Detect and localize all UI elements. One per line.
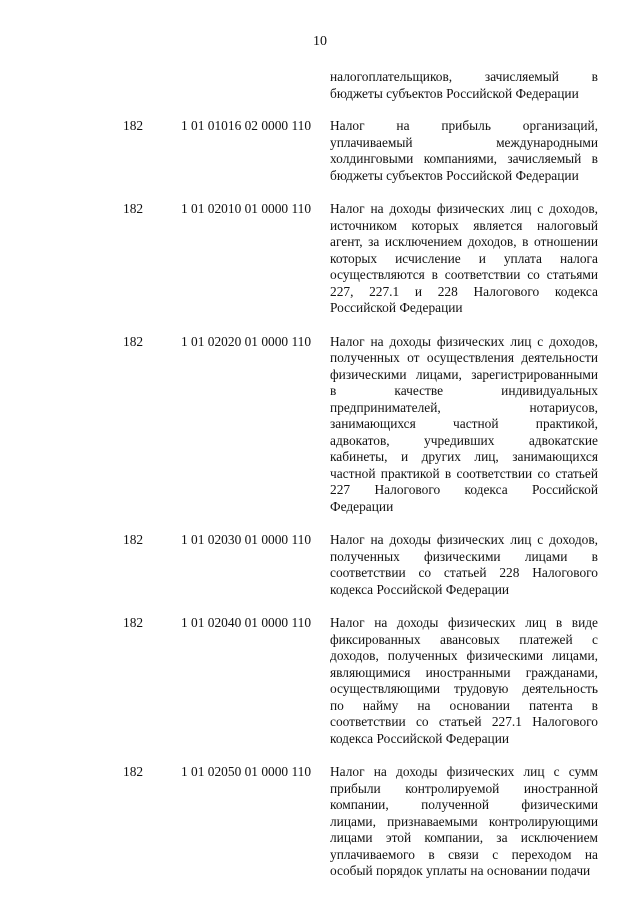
revenue-name-line: полученных от осуществления деятельности bbox=[330, 350, 598, 365]
administrator-code: 182 bbox=[123, 764, 144, 779]
table-row bbox=[0, 615, 640, 747]
revenue-name-line: лицами этой компании, за исключением bbox=[330, 830, 598, 845]
revenue-name-line: предпринимателей, нотариусов, bbox=[330, 399, 598, 415]
revenue-name-line: уплачиваемый международными bbox=[330, 134, 598, 150]
revenue-name-line: по найму на основании патента в bbox=[330, 697, 598, 713]
revenue-name-line: осуществляются в соответствии со статьями bbox=[330, 267, 598, 282]
revenue-name-line: 227, 227.1 и 228 Налогового кодекса bbox=[330, 283, 598, 299]
revenue-name bbox=[330, 764, 598, 880]
revenue-name-line: лицами, признаваемыми контролирующими bbox=[330, 813, 598, 829]
budget-classification-code: 1 01 02040 01 0000 110 bbox=[181, 615, 312, 630]
revenue-name-line: 227 Налогового кодекса Российской bbox=[330, 482, 598, 497]
revenue-name-line: соответствии со статьей 227.1 Налогового bbox=[330, 714, 598, 729]
revenue-name-line: кабинеты, и других лиц, занимающихся bbox=[330, 449, 598, 464]
revenue-name-line: осуществляющими трудовую деятельность bbox=[330, 681, 598, 696]
table-row bbox=[0, 334, 640, 516]
revenue-name-line: кодекса Российской Федерации bbox=[330, 730, 510, 746]
revenue-name-line: холдинговыми компаниями, зачисляемый в bbox=[330, 151, 598, 166]
revenue-name-line: фиксированных авансовых платежей с bbox=[330, 631, 598, 647]
administrator-code: 182 bbox=[123, 532, 144, 547]
revenue-name-line: Федерации bbox=[330, 498, 394, 514]
revenue-name-line: прибыли контролируемой иностранной bbox=[330, 780, 598, 796]
revenue-name-line: Налог на доходы физических лиц с доходов, bbox=[330, 532, 598, 547]
page-number: 10 bbox=[313, 34, 327, 49]
revenue-name-line: уплачиваемого в связи с переходом на bbox=[330, 846, 598, 862]
budget-classification-code: 1 01 02010 01 0000 110 bbox=[181, 201, 312, 216]
budget-classification-code: 1 01 02020 01 0000 110 bbox=[181, 333, 312, 349]
revenue-name-line: Налог на доходы физических лиц с доходов, bbox=[330, 333, 598, 349]
revenue-name-line: Налог на доходы физических лиц с доходов, bbox=[330, 201, 598, 216]
administrator-code: 182 bbox=[123, 333, 144, 349]
revenue-name bbox=[330, 532, 598, 598]
budget-classification-code: 1 01 01016 02 0000 110 bbox=[181, 118, 312, 133]
revenue-name-line: бюджеты субъектов Российской Федерации bbox=[330, 85, 579, 101]
revenue-name-line: кодекса Российской Федерации bbox=[330, 581, 510, 597]
revenue-name-line: адвокатов, учредивших адвокатские bbox=[330, 432, 598, 448]
revenue-name bbox=[330, 118, 598, 184]
revenue-name-line: физическими лицами, зарегистрированными bbox=[330, 366, 598, 382]
revenue-name-line: доходов, полученных физическими лицами, bbox=[330, 648, 598, 663]
budget-classification-code: 1 01 02030 01 0000 110 bbox=[181, 532, 312, 547]
revenue-name-line: бюджеты субъектов Российской Федерации bbox=[330, 167, 579, 183]
revenue-name-line: агент, за исключением доходов, в отношении bbox=[330, 234, 598, 249]
revenue-name-line: частной практикой в соответствии со статьей bbox=[330, 465, 598, 481]
table-row bbox=[0, 69, 640, 102]
revenue-name-line: налогоплательщиков, зачисляемый в bbox=[330, 69, 598, 84]
revenue-classification-table bbox=[0, 69, 640, 880]
revenue-name-line: Налог на доходы физических лиц с сумм bbox=[330, 764, 598, 779]
revenue-name-line: которых исчисление и уплата налога bbox=[330, 250, 598, 266]
revenue-name-line: соответствии со статьей 228 Налогового bbox=[330, 565, 598, 580]
administrator-code: 182 bbox=[123, 201, 144, 216]
revenue-name-line: занимающихся частной практикой, bbox=[330, 416, 598, 431]
administrator-code: 182 bbox=[123, 118, 144, 133]
revenue-name-line: полученных физическими лицами в bbox=[330, 548, 598, 564]
table-row bbox=[0, 764, 640, 880]
revenue-name-line: компании, полученной физическими bbox=[330, 797, 598, 812]
revenue-name bbox=[330, 201, 598, 317]
revenue-name bbox=[330, 615, 598, 747]
revenue-name-line: в качестве индивидуальных bbox=[330, 383, 598, 398]
table-row bbox=[0, 118, 640, 184]
revenue-name-line: Налог на прибыль организаций, bbox=[330, 118, 598, 133]
revenue-name-line: являющимися иностранными гражданами, bbox=[330, 664, 598, 680]
table-row bbox=[0, 201, 640, 317]
administrator-code: 182 bbox=[123, 615, 144, 630]
table-row bbox=[0, 532, 640, 598]
revenue-name-line: Налог на доходы физических лиц в виде bbox=[330, 615, 598, 630]
revenue-name bbox=[330, 334, 598, 516]
budget-classification-code: 1 01 02050 01 0000 110 bbox=[181, 764, 312, 779]
revenue-name-line: особый порядок уплаты на основании подачи bbox=[330, 863, 591, 878]
revenue-name-line: Российской Федерации bbox=[330, 300, 463, 315]
revenue-name-line: источником которых является налоговый bbox=[330, 217, 598, 233]
revenue-name bbox=[330, 69, 598, 102]
